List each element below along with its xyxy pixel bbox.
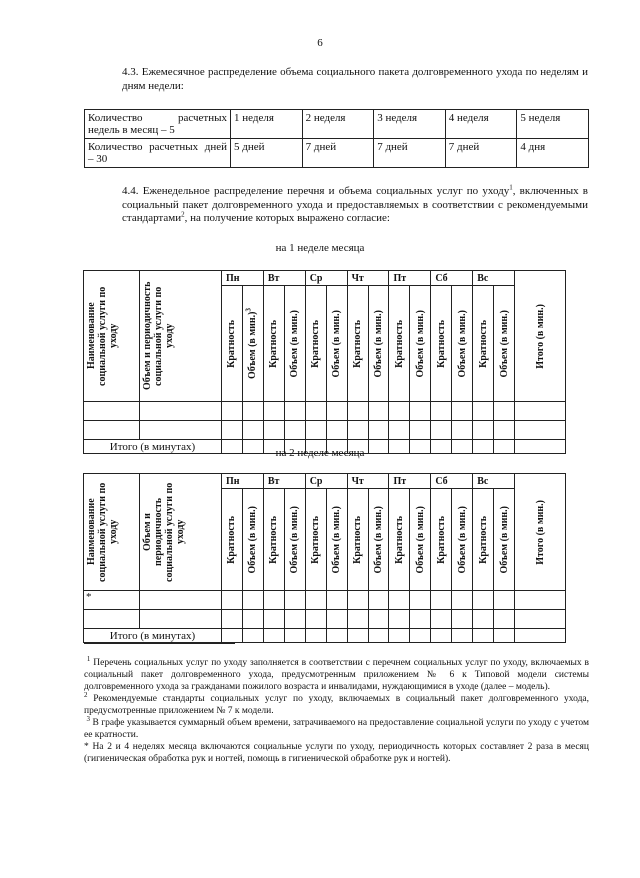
- day-fri: Пт: [389, 271, 431, 286]
- footnote-ref-1: 1: [509, 183, 513, 192]
- table-row: [85, 110, 589, 139]
- sub-volume: Объем (в мин.): [284, 489, 305, 591]
- sub-volume: Объем (в мин.): [284, 286, 305, 402]
- sub-volume: Объем (в мин.): [368, 286, 389, 402]
- weeks-distribution-table: [84, 109, 589, 168]
- table-row: [84, 591, 566, 610]
- sub-freq: Кратность: [431, 489, 452, 591]
- table-row: [84, 421, 566, 440]
- sub-freq: Кратность: [221, 489, 242, 591]
- footnote-3: $^3$ В графе указывается суммарный объем времени, затрачиваемого на предоставление социальной услуги по уходу с учетом ее кратности.: [84, 714, 589, 740]
- day-sat: Сб: [431, 271, 473, 286]
- sub-freq: Кратность: [431, 286, 452, 402]
- table-cell: 7 дней: [302, 139, 374, 168]
- day-fri: Пт: [389, 474, 431, 489]
- col-total: Итого (в мин.): [515, 271, 566, 402]
- section-4-4-text: [84, 185, 588, 226]
- week1-caption: на 1 неделе месяца: [275, 242, 365, 254]
- day-mon: Пн: [221, 271, 263, 286]
- footnote-ref-2: 2: [181, 210, 185, 219]
- sub-volume: Объем (в мин.): [494, 489, 515, 591]
- week2-caption: на 2 неделе месяца: [275, 447, 365, 459]
- footnote-star: * На 2 и 4 неделях месяца включаются социальные услуги по уходу, периодичность которых составляет 2 раза в месяц (гигиеническая обработка рук и ногтей, помощь в гигиенической обработке рук и ногтей).: [84, 742, 590, 764]
- sub-freq: Кратность: [263, 286, 284, 402]
- sub-freq: Кратность: [263, 489, 284, 591]
- sub-volume: Объем (в мин.): [494, 286, 515, 402]
- day-tue: Вт: [263, 271, 305, 286]
- sub-freq: Кратность: [473, 489, 494, 591]
- table-cell: 5 неделя: [517, 110, 589, 139]
- section-4-4-text-b: , включенных в социальный пакет долговременного ухода и предоставляемых в соответствии с рекомендуемыми стандартами: [122, 185, 588, 224]
- col-volume: Объем и периодичность социальной услуги по уходу: [139, 271, 221, 402]
- section-4-4-text-a: 4.4. Еженедельное распределение перечня и объема социальных услуг по уходу: [122, 185, 510, 197]
- table-cell: 4 дня: [517, 139, 589, 168]
- table-row: [84, 610, 566, 629]
- day-sun: Вс: [473, 474, 515, 489]
- week2-schedule-table: [83, 473, 566, 643]
- col-service-name: Наименование социальной услуги по уходу: [84, 271, 140, 402]
- footnote-divider: [84, 643, 235, 644]
- col-total: Итого (в мин.): [515, 474, 566, 591]
- asterisk-mark: *: [84, 591, 140, 610]
- day-mon: Пн: [221, 474, 263, 489]
- section-4-3-text: 4.3. Ежемесячное распределение объема социального пакета долговременного ухода по неделям и дням недели:: [122, 66, 588, 92]
- day-sat: Сб: [431, 474, 473, 489]
- page-number: 6: [317, 37, 323, 49]
- footnote-1: $^1$ Перечень социальных услуг по уходу заполняется в соответствии с перечнем социальных услуг по уходу, включаемых в социальный пакет долговременного ухода, предусмотренным приложением № 6 к Типовой модели системы долговременного ухода за гражданами пожилого возраста и инвалидами, нуждающимися в уходе (далее – модель).: [84, 654, 590, 692]
- total-row-label: Итого (в минутах): [84, 629, 222, 643]
- sub-freq: Кратность: [305, 489, 326, 591]
- day-tue: Вт: [263, 474, 305, 489]
- sub-freq: Кратность: [389, 489, 410, 591]
- table-header-row: [84, 271, 566, 286]
- table-cell: 7 дней: [374, 139, 446, 168]
- sub-volume: Объем (в мин.): [368, 489, 389, 591]
- table-row: [85, 139, 589, 168]
- sub-volume: Объем (в мин.): [410, 286, 431, 402]
- table-row: [84, 402, 566, 421]
- total-row: [84, 629, 566, 643]
- row-label: Количество расчетных дней – 30: [85, 139, 231, 168]
- day-wed: Ср: [305, 271, 347, 286]
- day-sun: Вс: [473, 271, 515, 286]
- week1-schedule-table: [83, 270, 566, 454]
- table-header-row: [84, 474, 566, 489]
- footnotes: [84, 654, 590, 765]
- day-thu: Чт: [347, 271, 389, 286]
- sub-volume: Объем (в мин.): [452, 286, 473, 402]
- table-cell: 3 неделя: [374, 110, 446, 139]
- col-service-name: Наименование социальной услуги по уходу: [84, 474, 140, 591]
- col-volume: Объем и периодичность социальной услуги по уходу: [139, 474, 221, 591]
- footnote-2: $^2$ Рекомендуемые стандарты социальных услуг по уходу, включаемых в социальный пакет долговременного ухода, предусмотренные приложением № 7 к модели.: [84, 690, 590, 716]
- sub-volume: Объем (в мин.): [326, 286, 347, 402]
- sub-volume: Объем (в мин.): [452, 489, 473, 591]
- sub-volume: Объем (в мин.): [326, 489, 347, 591]
- row-label: Количество расчетных недель в месяц – 5: [85, 110, 231, 139]
- table-cell: 4 неделя: [445, 110, 517, 139]
- day-wed: Ср: [305, 474, 347, 489]
- day-thu: Чт: [347, 474, 389, 489]
- sub-freq: Кратность: [347, 286, 368, 402]
- section-4-4-text-c: , на получение которых выражено согласие:: [184, 212, 390, 224]
- table-cell: 5 дней: [231, 139, 303, 168]
- sub-volume: Объем (в мин.): [242, 489, 263, 591]
- sub-freq: Кратность: [347, 489, 368, 591]
- footnote-ref-3: 3: [245, 307, 254, 312]
- table-cell: 2 неделя: [302, 110, 374, 139]
- sub-freq: Кратность: [221, 286, 242, 402]
- total-row-label: Итого (в минутах): [84, 440, 222, 454]
- sub-freq: Кратность: [473, 286, 494, 402]
- sub-freq: Кратность: [389, 286, 410, 402]
- sub-volume: Объем (в мин.): [410, 489, 431, 591]
- table-cell: 7 дней: [445, 139, 517, 168]
- sub-freq: Кратность: [305, 286, 326, 402]
- table-cell: 1 неделя: [231, 110, 303, 139]
- sub-volume: Объем (в мин.)$^3$: [242, 286, 263, 402]
